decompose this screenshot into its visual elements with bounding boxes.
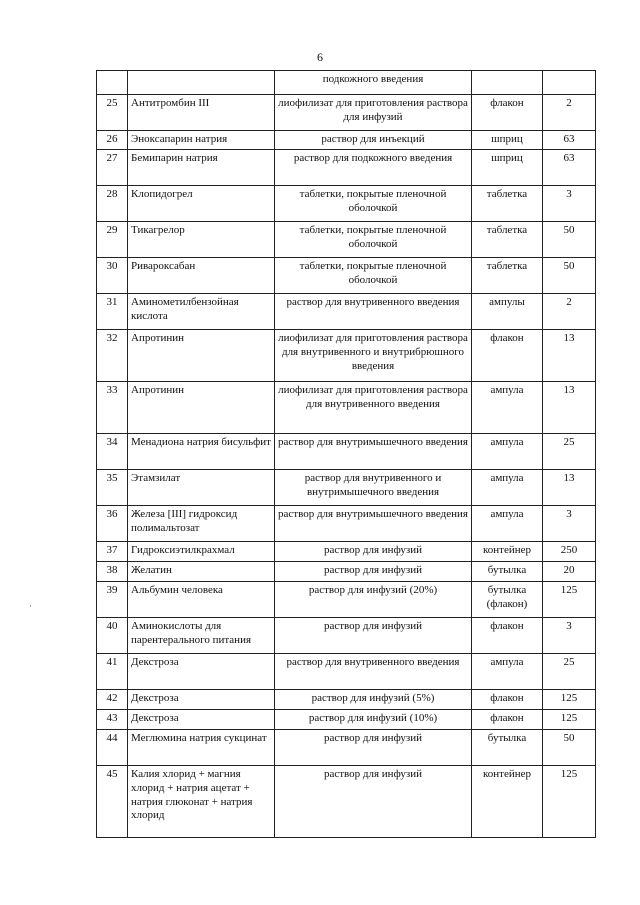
cell-unit: флакон <box>472 710 543 730</box>
drug-table <box>96 70 596 838</box>
cell-qty: 25 <box>543 654 596 690</box>
cell-qty: 125 <box>543 766 596 838</box>
cell-unit: ампула <box>472 470 543 506</box>
cell-unit: таблетка <box>472 186 543 222</box>
cell-num: 37 <box>97 542 128 562</box>
cell-form: раствор для подкожного введения <box>275 150 472 186</box>
cell-name: Декстроза <box>128 710 275 730</box>
cell-num: 41 <box>97 654 128 690</box>
cell-qty: 2 <box>543 95 596 131</box>
table-row <box>97 131 596 150</box>
cell-unit: ампула <box>472 382 543 434</box>
cell-qty: 3 <box>543 506 596 542</box>
cell-form: раствор для внутримышечного введения <box>275 506 472 542</box>
cell-unit: бутылка <box>472 562 543 582</box>
cell-name: Тикагрелор <box>128 222 275 258</box>
cell-name: Апротинин <box>128 330 275 382</box>
cell-name: Ривароксабан <box>128 258 275 294</box>
table-row <box>97 654 596 690</box>
cell-form: раствор для инфузий (20%) <box>275 582 472 618</box>
table-row <box>97 382 596 434</box>
cell-num: 45 <box>97 766 128 838</box>
cell-qty: 13 <box>543 382 596 434</box>
cell-num: 32 <box>97 330 128 382</box>
cell-name: Апротинин <box>128 382 275 434</box>
table-body <box>97 71 596 838</box>
table-row <box>97 330 596 382</box>
cell-name: Этамзилат <box>128 470 275 506</box>
cell-qty: 3 <box>543 618 596 654</box>
cell-qty: 250 <box>543 542 596 562</box>
cell-qty: 63 <box>543 131 596 150</box>
cell-unit: ампулы <box>472 294 543 330</box>
cell-form: лиофилизат для приготовления раствора для внутривенного и внутрибрюшного введения <box>275 330 472 382</box>
cell-unit: ампула <box>472 434 543 470</box>
cell-form: раствор для инфузий (10%) <box>275 710 472 730</box>
cell-unit: бутылка <box>472 730 543 766</box>
table-row <box>97 582 596 618</box>
cell-form: подкожного введения <box>275 71 472 95</box>
table-row <box>97 95 596 131</box>
cell-name: Меглюмина натрия сукцинат <box>128 730 275 766</box>
cell-name: Клопидогрел <box>128 186 275 222</box>
table-row <box>97 294 596 330</box>
table-row <box>97 562 596 582</box>
table-row <box>97 470 596 506</box>
cell-num: 40 <box>97 618 128 654</box>
table-row <box>97 730 596 766</box>
cell-form: раствор для внутривенного введения <box>275 654 472 690</box>
table-row <box>97 766 596 838</box>
cell-qty: 13 <box>543 470 596 506</box>
cell-form: раствор для инфузий <box>275 766 472 838</box>
cell-name: Антитромбин III <box>128 95 275 131</box>
cell-num: 42 <box>97 690 128 710</box>
cell-unit: ампула <box>472 506 543 542</box>
cell-name: Декстроза <box>128 690 275 710</box>
cell-form: таблетки, покрытые пленочной оболочкой <box>275 258 472 294</box>
cell-unit: таблетка <box>472 222 543 258</box>
cell-unit <box>472 71 543 95</box>
cell-unit: флакон <box>472 330 543 382</box>
cell-unit: флакон <box>472 95 543 131</box>
cell-form: раствор для внутривенного введения <box>275 294 472 330</box>
cell-name: Желатин <box>128 562 275 582</box>
cell-name: Аминокислоты для парентерального питания <box>128 618 275 654</box>
cell-num <box>97 71 128 95</box>
cell-name: Менадиона натрия бисульфит <box>128 434 275 470</box>
table-row <box>97 542 596 562</box>
cell-unit: флакон <box>472 618 543 654</box>
cell-name: Эноксапарин натрия <box>128 131 275 150</box>
cell-form: раствор для инфузий <box>275 562 472 582</box>
cell-qty: 2 <box>543 294 596 330</box>
cell-num: 25 <box>97 95 128 131</box>
cell-qty: 50 <box>543 258 596 294</box>
cell-form: раствор для инфузий <box>275 542 472 562</box>
table-row <box>97 150 596 186</box>
cell-unit: шприц <box>472 150 543 186</box>
cell-qty: 125 <box>543 582 596 618</box>
cell-name: Декстроза <box>128 654 275 690</box>
cell-unit: шприц <box>472 131 543 150</box>
cell-unit: бутылка (флакон) <box>472 582 543 618</box>
cell-num: 33 <box>97 382 128 434</box>
cell-name: Железа [III] гидроксид полимальтозат <box>128 506 275 542</box>
cell-name <box>128 71 275 95</box>
cell-num: 38 <box>97 562 128 582</box>
cell-unit: контейнер <box>472 542 543 562</box>
cell-num: 28 <box>97 186 128 222</box>
cell-form: раствор для внутривенного и внутримышечного введения <box>275 470 472 506</box>
cell-form: лиофилизат для приготовления раствора для внутривенного введения <box>275 382 472 434</box>
cell-form: лиофилизат для приготовления раствора для инфузий <box>275 95 472 131</box>
cell-qty: 13 <box>543 330 596 382</box>
table-row <box>97 222 596 258</box>
cell-unit: таблетка <box>472 258 543 294</box>
cell-num: 35 <box>97 470 128 506</box>
cell-unit: контейнер <box>472 766 543 838</box>
cell-form: раствор для инфузий <box>275 730 472 766</box>
table-row <box>97 690 596 710</box>
page-number: 6 <box>317 50 323 64</box>
cell-qty: 20 <box>543 562 596 582</box>
continuation-row <box>97 71 596 95</box>
table-row <box>97 506 596 542</box>
cell-name: Калия хлорид + магния хлорид + натрия ацетат + натрия глюконат + натрия хлорид <box>128 766 275 838</box>
cell-qty: 125 <box>543 710 596 730</box>
cell-num: 31 <box>97 294 128 330</box>
cell-unit: ампула <box>472 654 543 690</box>
cell-form: таблетки, покрытые пленочной оболочкой <box>275 222 472 258</box>
cell-name: Альбумин человека <box>128 582 275 618</box>
table-row <box>97 434 596 470</box>
cell-num: 43 <box>97 710 128 730</box>
cell-form: раствор для инфузий <box>275 618 472 654</box>
cell-num: 29 <box>97 222 128 258</box>
cell-form: таблетки, покрытые пленочной оболочкой <box>275 186 472 222</box>
cell-form: раствор для инъекций <box>275 131 472 150</box>
cell-num: 39 <box>97 582 128 618</box>
cell-form: раствор для инфузий (5%) <box>275 690 472 710</box>
cell-name: Аминометилбензойная кислота <box>128 294 275 330</box>
cell-qty: 125 <box>543 690 596 710</box>
cell-qty: 3 <box>543 186 596 222</box>
cell-form: раствор для внутримышечного введения <box>275 434 472 470</box>
cell-num: 34 <box>97 434 128 470</box>
cell-qty: 50 <box>543 730 596 766</box>
cell-qty: 50 <box>543 222 596 258</box>
cell-name: Гидроксиэтилкрахмал <box>128 542 275 562</box>
cell-num: 30 <box>97 258 128 294</box>
cell-num: 27 <box>97 150 128 186</box>
cell-num: 36 <box>97 506 128 542</box>
cell-unit: флакон <box>472 690 543 710</box>
table-row <box>97 710 596 730</box>
table-row <box>97 618 596 654</box>
table-row <box>97 258 596 294</box>
cell-qty <box>543 71 596 95</box>
margin-mark: · <box>29 601 32 611</box>
cell-qty: 25 <box>543 434 596 470</box>
cell-num: 44 <box>97 730 128 766</box>
cell-qty: 63 <box>543 150 596 186</box>
table-row <box>97 186 596 222</box>
cell-name: Бемипарин натрия <box>128 150 275 186</box>
cell-num: 26 <box>97 131 128 150</box>
